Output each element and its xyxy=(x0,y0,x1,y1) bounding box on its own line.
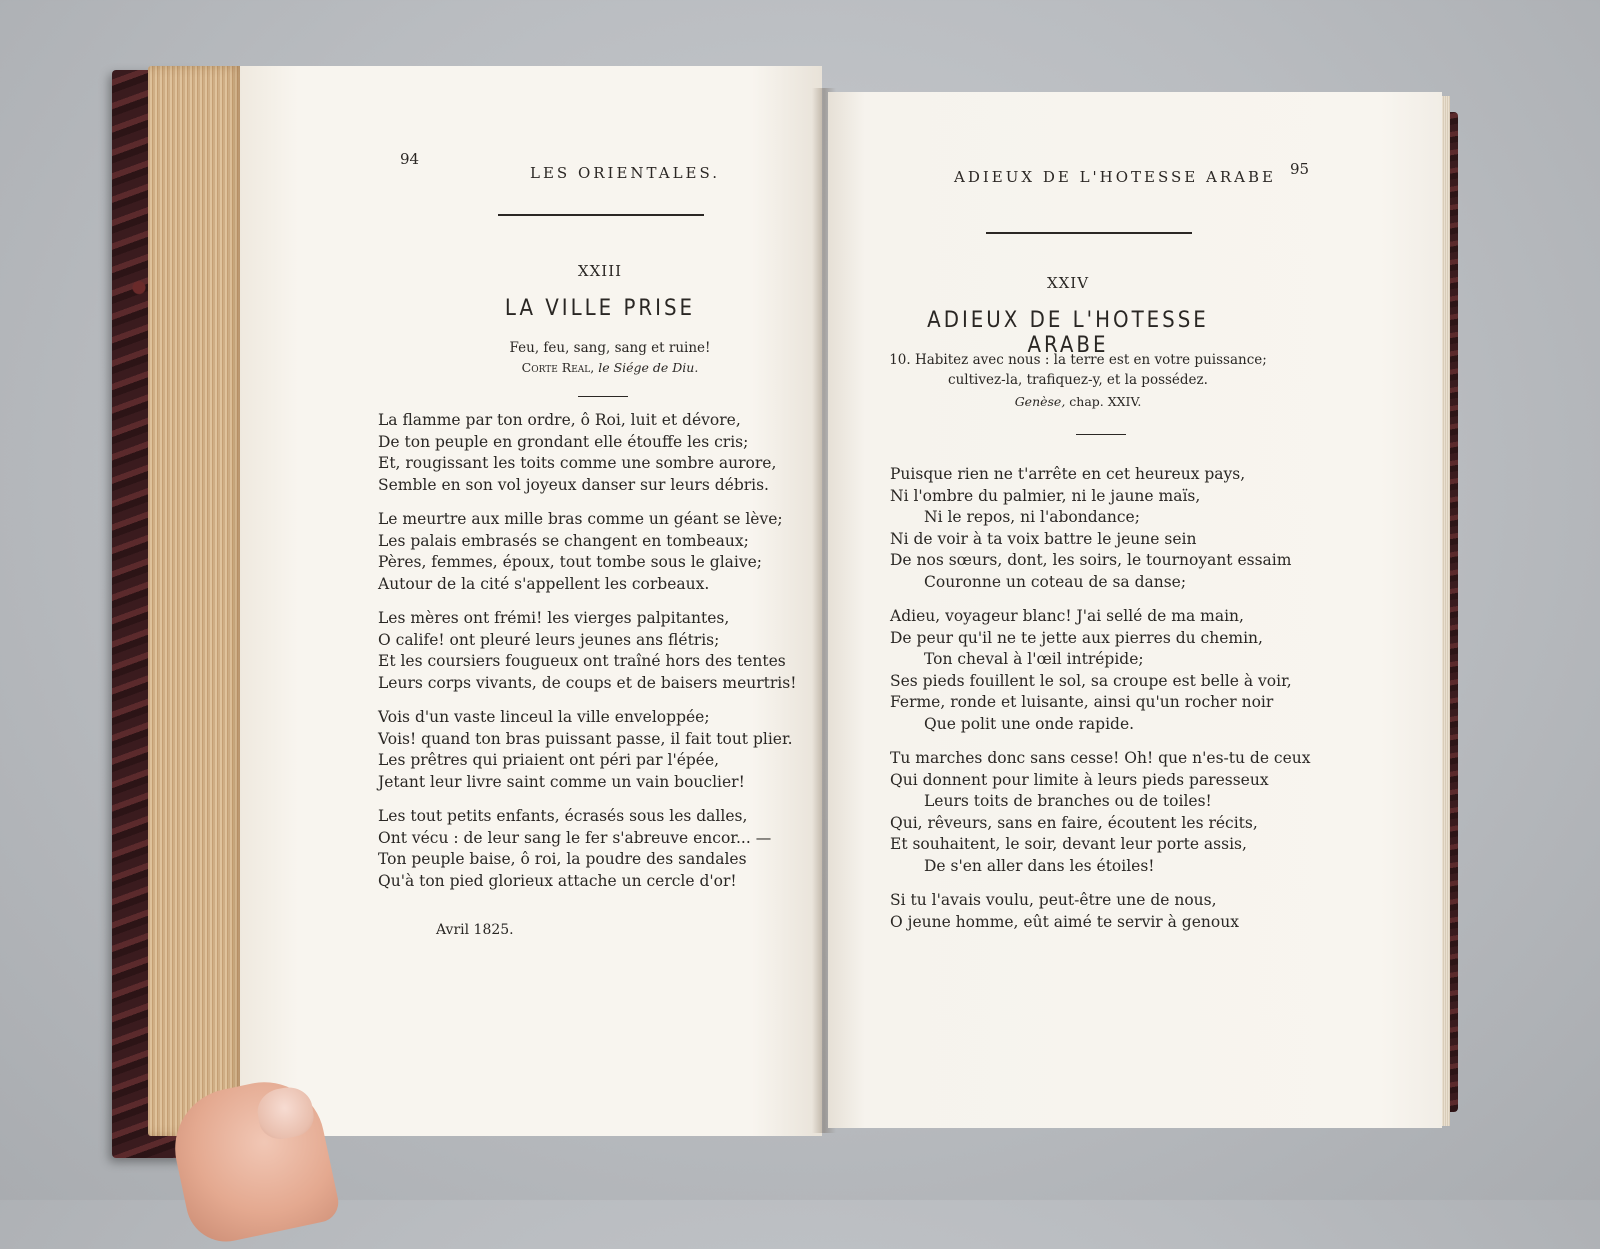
epigraph: Feu, feu, sang, sang et ruine! xyxy=(509,340,711,356)
epigraph-line-1: 10. Habitez avec nous : la terre est en votre puissance; xyxy=(889,352,1267,368)
verse-line: De nos sœurs, dont, les soirs, le tournoyant essaim xyxy=(890,551,1292,569)
verse-line: Les mères ont frémi! les vierges palpitantes, xyxy=(378,609,730,627)
running-head: ADIEUX DE L'HOTESSE ARABE xyxy=(954,168,1276,186)
poem-numeral: XXIII xyxy=(577,262,623,280)
verse-line: Les palais embrasés se changent en tombeaux; xyxy=(378,531,749,550)
poem-title: LA VILLE PRISE xyxy=(504,296,696,321)
poem-body xyxy=(378,410,797,905)
verse-line: Autour de la cité s'appellent les corbeaux. xyxy=(378,574,710,593)
verse-line: Ont vécu : de leur sang le fer s'abreuve encor... — xyxy=(378,828,772,847)
verse-line: Qui, rêveurs, sans en faire, écoutent les récits, xyxy=(890,813,1258,832)
verse-line: Ton cheval à l'œil intrépide; xyxy=(924,650,1144,668)
epigraph-rule xyxy=(578,396,628,397)
verse-line: Les tout petits enfants, écrasés sous les dalles, xyxy=(378,807,748,825)
verse-line: Puisque rien ne t'arrête en cet heureux pays, xyxy=(890,465,1246,483)
verse-line: Et souhaitent, le soir, devant leur porte assis, xyxy=(890,835,1247,853)
epigraph-source xyxy=(868,394,1288,409)
verse-line: Ton peuple baise, ô roi, la poudre des sandales xyxy=(378,850,747,868)
verse-line: De peur qu'il ne te jette aux pierres du chemin, xyxy=(890,628,1263,647)
epigraph-source-work: Genèse, xyxy=(1014,394,1066,409)
verse-line: Tu marches donc sans cesse! Oh! que n'es-tu de ceux xyxy=(890,749,1311,767)
epigraph-line-2: cultivez-la, trafiquez-y, et la possédez. xyxy=(948,372,1208,388)
verse-line: Jetant leur livre saint comme un vain bouclier! xyxy=(378,772,745,791)
verse-line: Vois d'un vaste linceul la ville enveloppée; xyxy=(378,708,710,726)
page-number: 95 xyxy=(1290,160,1310,178)
verse-line: Ferme, ronde et luisante, ainsi qu'un rocher noir xyxy=(890,693,1274,711)
stanza xyxy=(890,606,1310,735)
poem-date: Avril 1825. xyxy=(436,922,514,938)
poem-numeral: XXIV xyxy=(1046,274,1090,292)
right-page xyxy=(828,92,1442,1128)
epigraph-source xyxy=(460,360,760,375)
stanza xyxy=(378,410,778,496)
epigraph-work: le Siége de Diu. xyxy=(598,360,699,375)
verse-line: De ton peuple en grondant elle étouffe les cris; xyxy=(378,432,749,451)
verse-line: La flamme par ton ordre, ô Roi, luit et dévore, xyxy=(378,411,741,429)
page-number: 94 xyxy=(400,150,420,168)
stanza xyxy=(890,890,1310,933)
verse-line: Ses pieds fouillent le sol, sa croupe est belle à voir, xyxy=(890,671,1292,690)
stanza xyxy=(378,509,783,595)
epigraph-author: Corte Real, xyxy=(521,360,595,375)
header-rule xyxy=(498,214,704,216)
verse-line: O calife! ont pleuré leurs jeunes ans flétris; xyxy=(378,630,720,649)
verse-line: Qu'à ton pied glorieux attache un cercle d'or! xyxy=(378,871,737,890)
epigraph-source-ref: chap. XXIV. xyxy=(1069,394,1142,409)
verse-line: Adieu, voyageur blanc! J'ai sellé de ma main, xyxy=(890,607,1244,625)
verse-line: Semble en son vol joyeux danser sur leurs débris. xyxy=(378,475,769,494)
verse-line: Et les coursiers fougueux ont traîné hors des tentes xyxy=(378,652,786,670)
verse-line: De s'en aller dans les étoiles! xyxy=(924,856,1155,875)
left-page xyxy=(240,66,822,1136)
stanza xyxy=(378,608,797,694)
verse-line: Qui donnent pour limite à leurs pieds paresseux xyxy=(890,770,1269,789)
stanza xyxy=(378,707,793,793)
verse-line: Les prêtres qui priaient ont péri par l'épée, xyxy=(378,751,720,769)
verse-line: Le meurtre aux mille bras comme un géant se lève; xyxy=(378,510,783,528)
verse-line: Leurs toits de branches ou de toiles! xyxy=(924,792,1212,810)
verse-line: Ni le repos, ni l'abondance; xyxy=(924,508,1140,526)
verse-line: Pères, femmes, époux, tout tombe sous le glaive; xyxy=(378,553,763,571)
verse-line: Vois! quand ton bras puissant passe, il fait tout plier. xyxy=(378,729,793,748)
verse-line: Ni de voir à ta voix battre le jeune sein xyxy=(890,529,1197,548)
verse-line: Et, rougissant les toits comme une sombre aurore, xyxy=(378,454,777,472)
verse-line: Leurs corps vivants, de coups et de baisers meurtris! xyxy=(378,673,797,692)
stanza xyxy=(378,806,778,892)
poem-title: ADIEUX DE L'HOTESSE ARABE xyxy=(927,308,1209,358)
verse-line: Ni l'ombre du palmier, ni le jaune maïs, xyxy=(890,486,1201,505)
poem-body xyxy=(890,464,1310,946)
stanza xyxy=(890,464,1310,593)
verse-line: Si tu l'avais voulu, peut-être une de nous, xyxy=(890,891,1217,909)
verse-line: Couronne un coteau de sa danse; xyxy=(924,572,1187,591)
header-rule xyxy=(986,232,1192,234)
stanza xyxy=(890,748,1310,877)
page-block-edges xyxy=(148,66,243,1136)
verse-line: Que polit une onde rapide. xyxy=(924,714,1135,733)
epigraph-rule xyxy=(1076,434,1126,435)
verse-line: O jeune homme, eût aimé te servir à genoux xyxy=(890,912,1239,931)
running-head: LES ORIENTALES. xyxy=(530,164,720,182)
